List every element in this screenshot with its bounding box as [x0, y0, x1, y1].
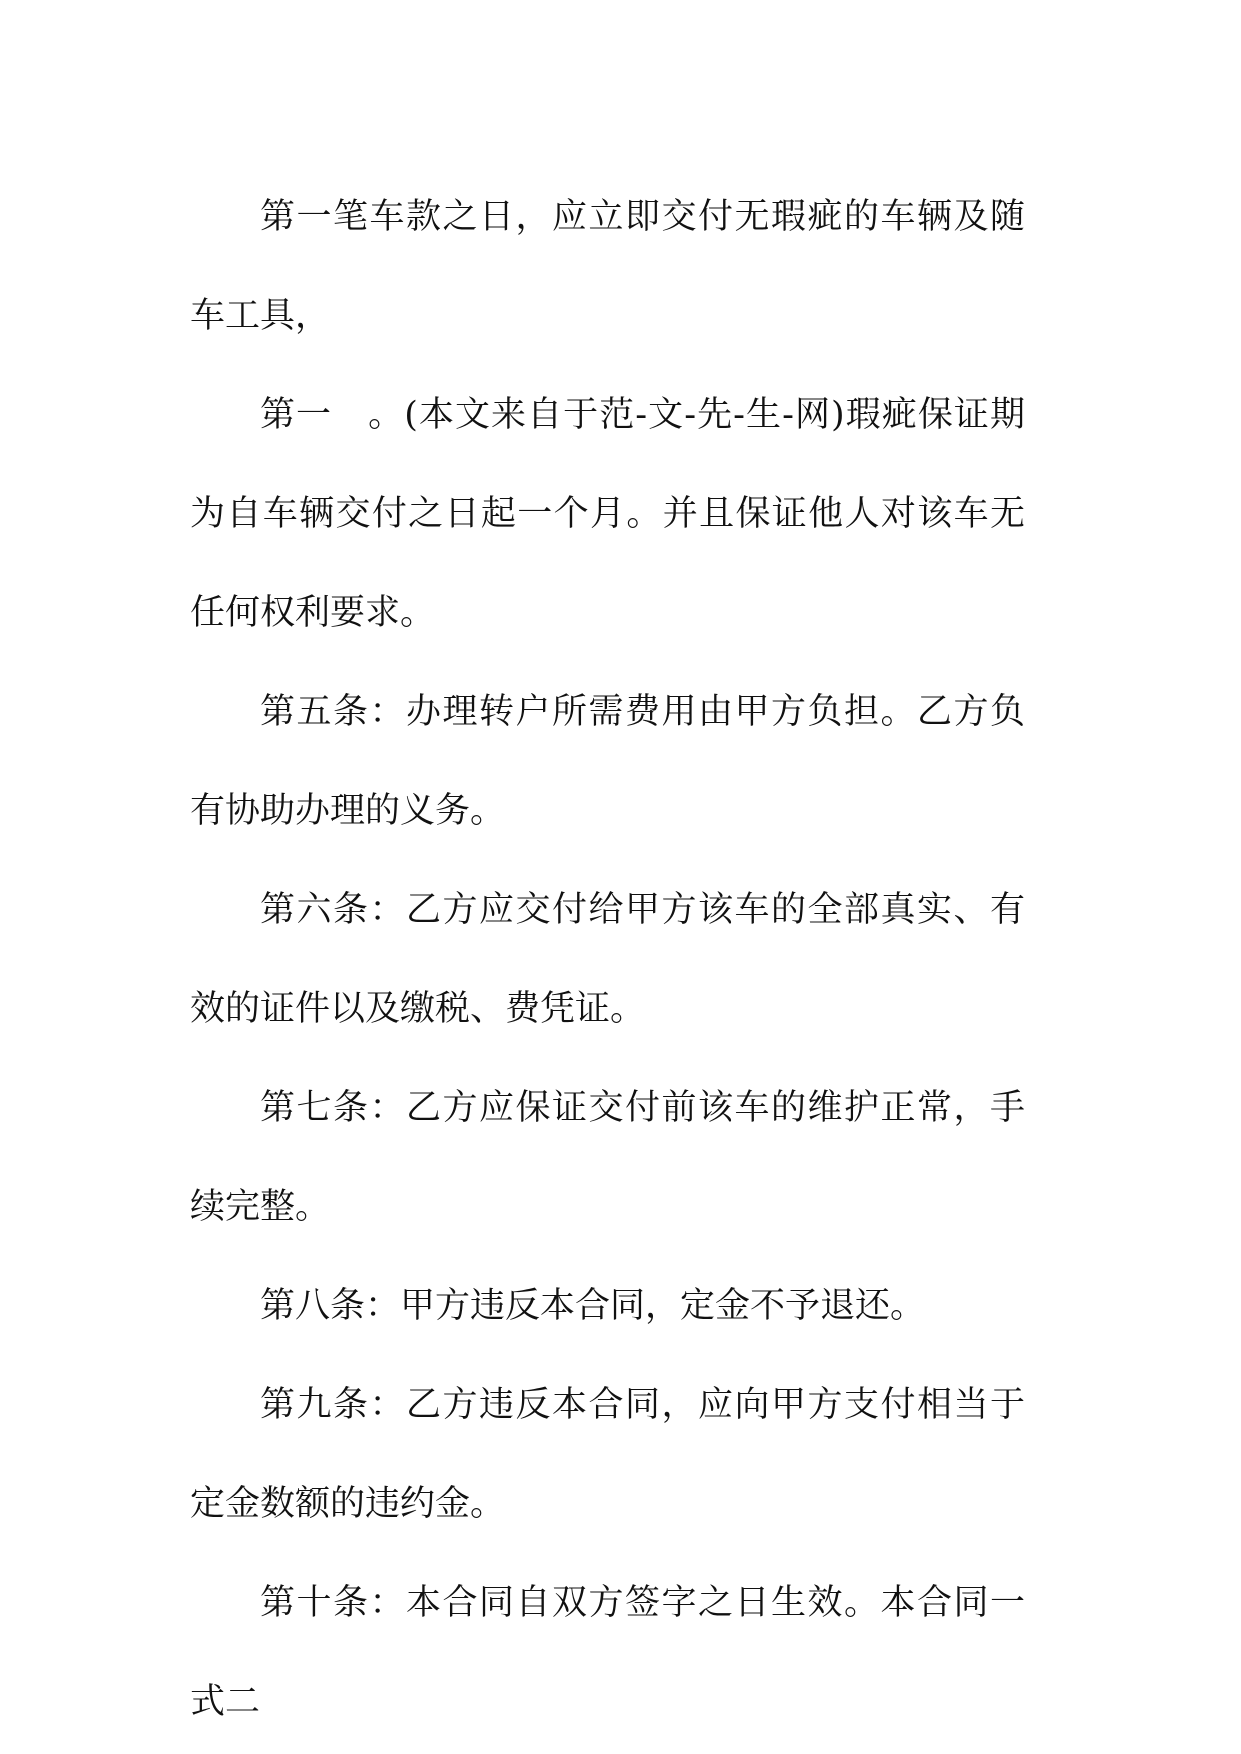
paragraph-defect-warranty: 第一 。(本文来自于范-文-先-生-网)瑕疵保证期为自车辆交付之日起一个月。并且保证他人对该车无任何权利要求。 — [190, 395, 1025, 633]
paragraph-article-5: 第五条：办理转户所需费用由甲方负担。乙方负有协助办理的义务。 — [190, 692, 1025, 831]
paragraph-vehicle-delivery: 第一笔车款之日，应立即交付无瑕疵的车辆及随车工具， — [190, 197, 1025, 336]
paragraph-article-6: 第六条：乙方应交付给甲方该车的全部真实、有效的证件以及缴税、费凭证。 — [190, 890, 1025, 1029]
paragraph-article-9: 第九条：乙方违反本合同，应向甲方支付相当于定金数额的违约金。 — [190, 1385, 1025, 1524]
document-body — [190, 168, 1025, 1752]
paragraph-article-8: 第八条：甲方违反本合同，定金不予退还。 — [260, 1286, 926, 1326]
paragraph-article-7: 第七条：乙方应保证交付前该车的维护正常，手续完整。 — [190, 1088, 1025, 1227]
paragraph-article-10: 第十条：本合同自双方签字之日生效。本合同一式二 — [190, 1583, 1025, 1722]
